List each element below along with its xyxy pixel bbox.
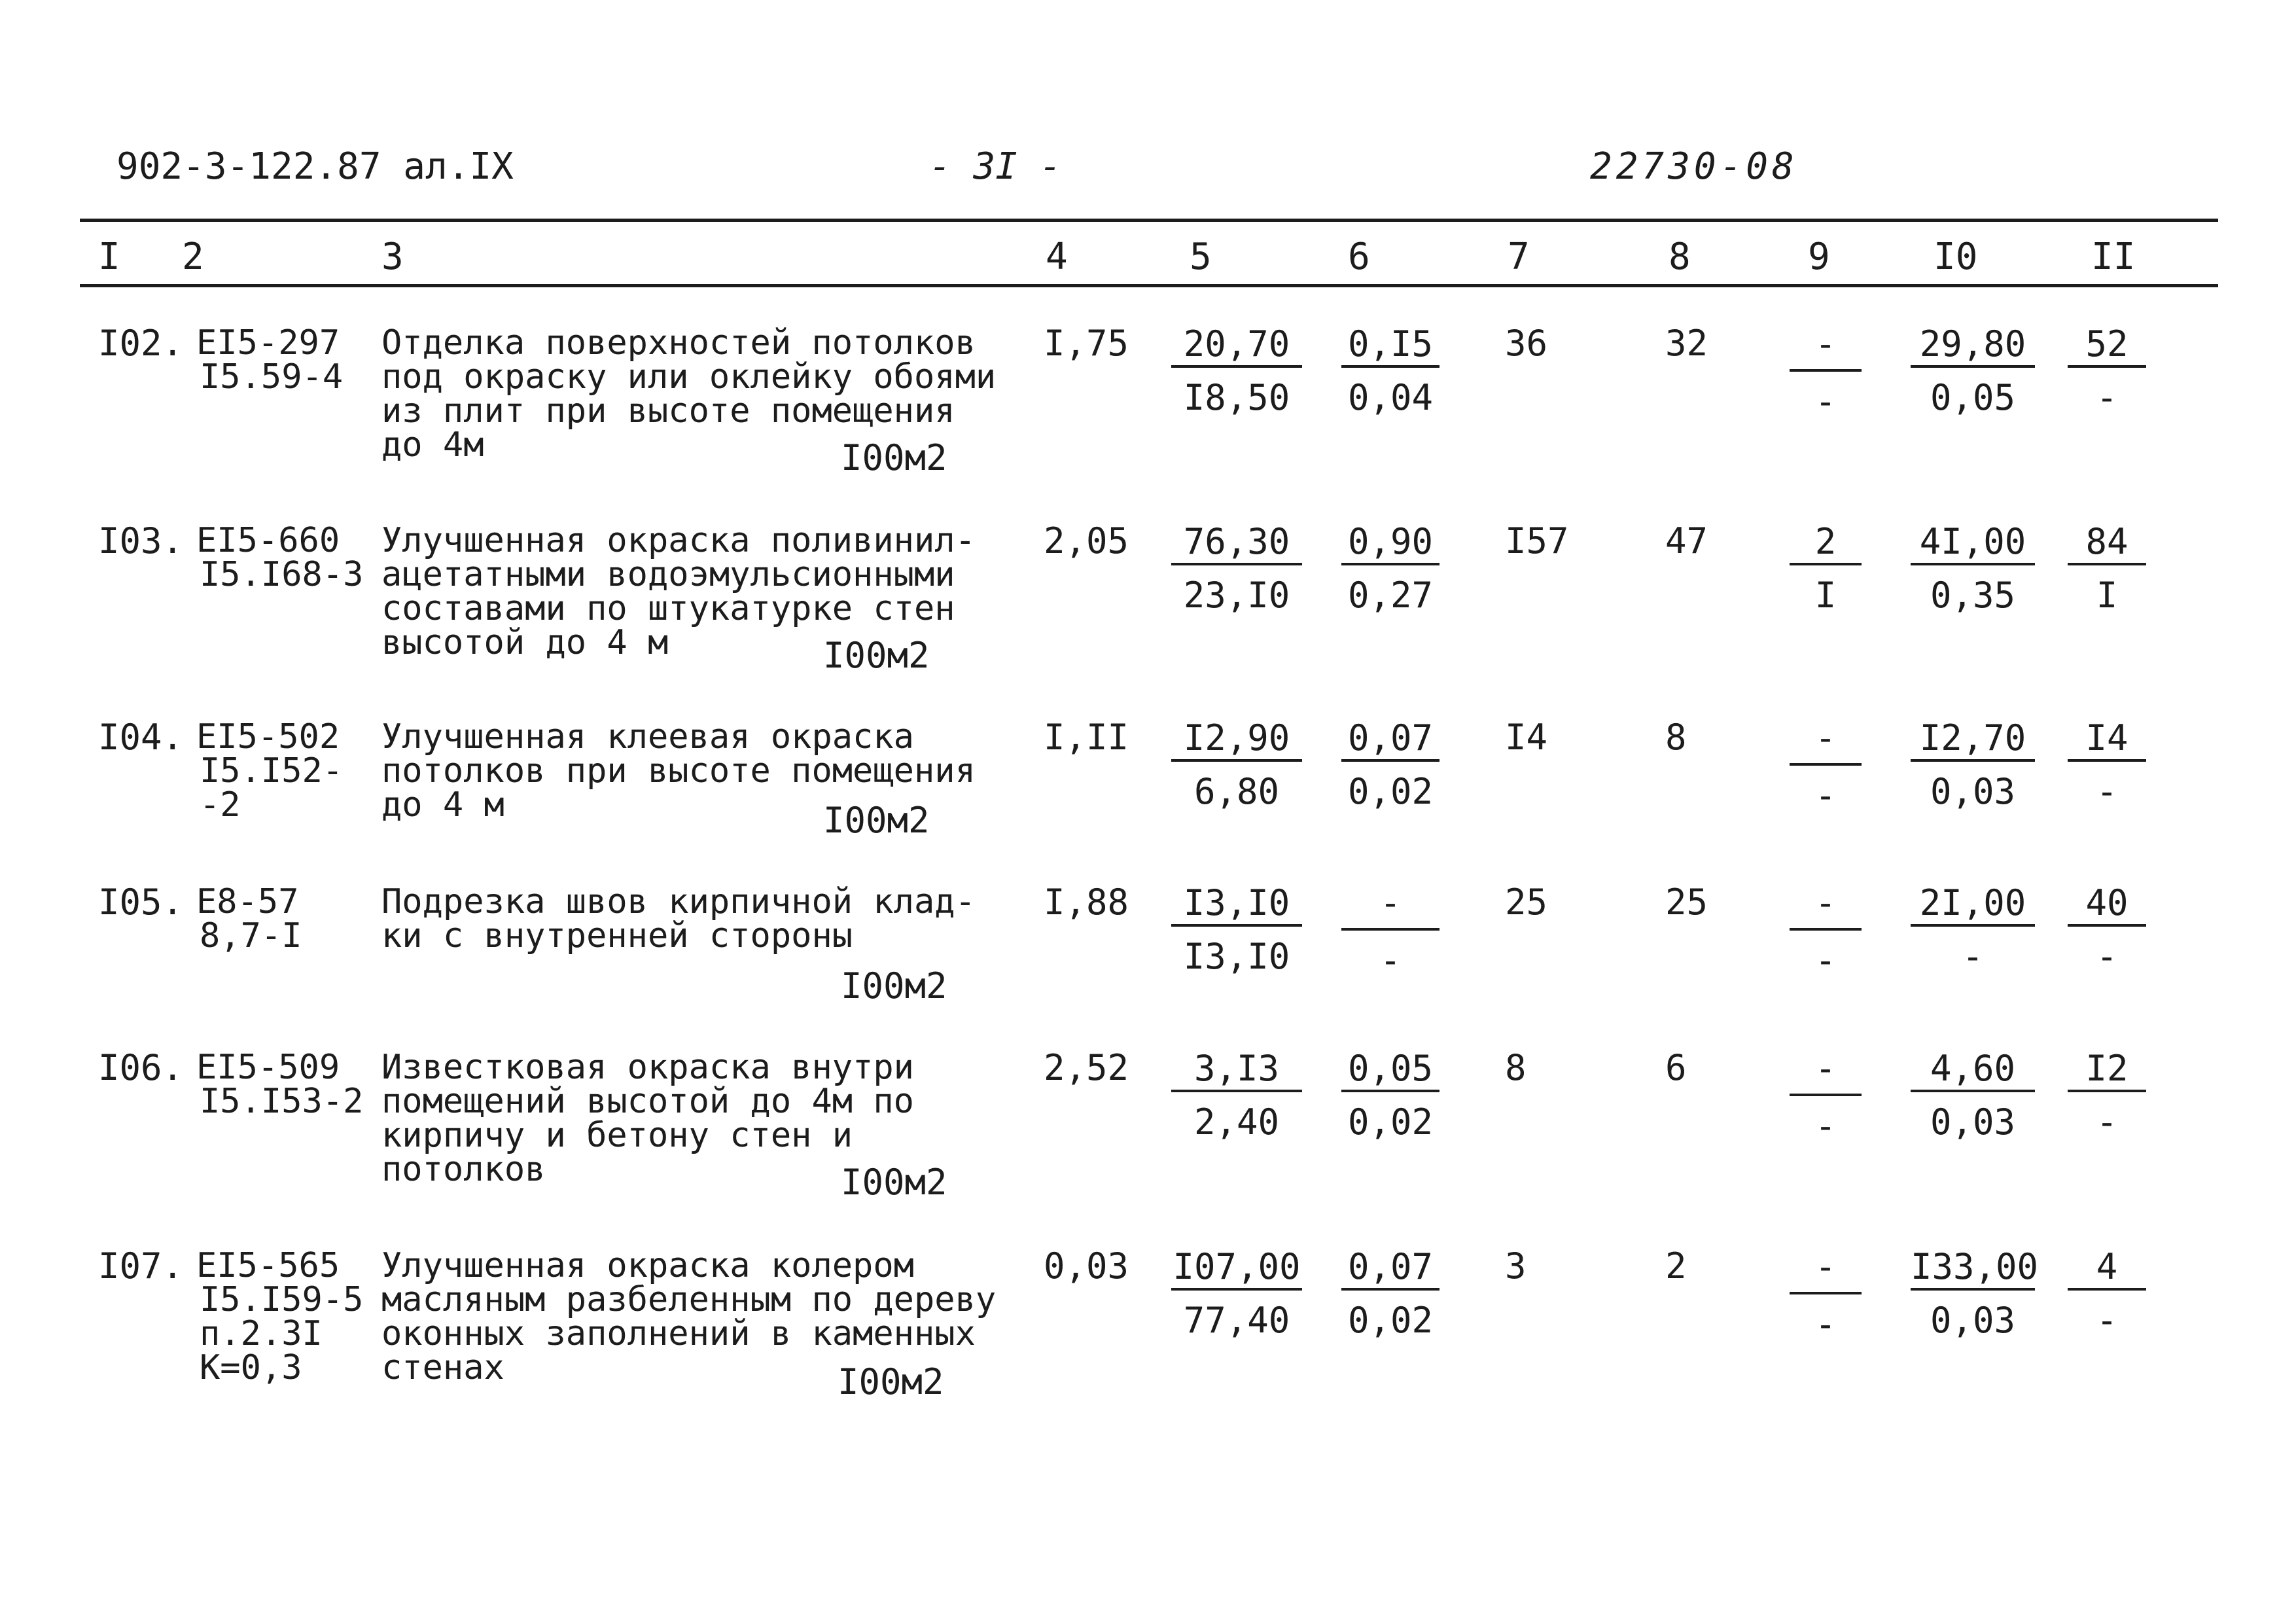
fraction-cell-c5 bbox=[1171, 1246, 1302, 1341]
work-description-line: кирпичу и бетону стен и bbox=[381, 1116, 853, 1155]
work-description-line: Известковая окраска внутри bbox=[381, 1048, 914, 1087]
work-description-line: стенах bbox=[381, 1348, 504, 1387]
norm-code: 8,7-I bbox=[200, 916, 302, 955]
fraction-cell-c5 bbox=[1171, 323, 1302, 418]
fraction-cell-c5 bbox=[1171, 521, 1302, 616]
fraction-cell-c11 bbox=[2068, 323, 2146, 418]
fraction-top: 0,07 bbox=[1341, 720, 1439, 762]
col7-value: I4 bbox=[1505, 717, 1548, 758]
fraction-top: 40 bbox=[2068, 885, 2146, 927]
fraction-bottom: 77,40 bbox=[1183, 1300, 1290, 1341]
fraction-top: 0,I5 bbox=[1341, 326, 1439, 368]
col7-value: 36 bbox=[1505, 323, 1548, 364]
column-header-10: I0 bbox=[1934, 236, 1978, 278]
work-description-line: оконных заполнений в каменных bbox=[381, 1314, 976, 1353]
fraction-top: - bbox=[1790, 1249, 1862, 1294]
page-number: - 3I - bbox=[929, 145, 1062, 188]
fraction-bottom: 0,03 bbox=[1930, 771, 2016, 812]
norm-code: I5.59-4 bbox=[200, 357, 344, 397]
fraction-cell-c5 bbox=[1171, 717, 1302, 812]
col8-value: 47 bbox=[1665, 520, 1708, 562]
fraction-bottom: - bbox=[2096, 1300, 2118, 1341]
work-description-line: из плит при высоте помещения bbox=[381, 391, 955, 431]
fraction-bottom: 0,35 bbox=[1930, 575, 2016, 616]
table-top-rule bbox=[80, 219, 2218, 222]
fraction-bottom: I bbox=[1814, 575, 1837, 616]
archive-number: 22730-08 bbox=[1590, 145, 1798, 188]
work-description-line: Улучшенная клеевая окраска bbox=[381, 717, 914, 757]
fraction-bottom: - bbox=[1814, 1304, 1837, 1345]
row-number: I05. bbox=[98, 882, 184, 923]
work-description-line: до 4м bbox=[381, 425, 484, 465]
fraction-cell-c9 bbox=[1790, 323, 1862, 422]
column-header-9: 9 bbox=[1808, 236, 1830, 278]
norm-code: К=0,3 bbox=[200, 1348, 302, 1387]
fraction-cell-c10 bbox=[1911, 717, 2035, 812]
fraction-cell-c10 bbox=[1911, 1246, 2039, 1341]
fraction-top: - bbox=[1341, 885, 1439, 931]
work-description-line: составами по штукатурке стен bbox=[381, 589, 955, 628]
work-description-line: потолков при высоте помещения bbox=[381, 751, 976, 791]
fraction-bottom: 6,80 bbox=[1193, 771, 1280, 812]
col7-value: 8 bbox=[1505, 1047, 1527, 1088]
fraction-cell-c9 bbox=[1790, 882, 1862, 981]
fraction-cell-c9 bbox=[1790, 1050, 1862, 1145]
fraction-cell-c5 bbox=[1171, 882, 1302, 977]
work-description-line: ацетатными водоэмульсионными bbox=[381, 555, 955, 594]
norm-code: EI5-297 bbox=[196, 323, 340, 363]
norm-code: EI5-565 bbox=[196, 1246, 340, 1285]
fraction-top: 84 bbox=[2068, 524, 2146, 565]
unit-of-measure: I00м2 bbox=[841, 437, 947, 478]
fraction-cell-c10 bbox=[1911, 882, 2035, 977]
work-description-line: потолков bbox=[381, 1150, 546, 1189]
column-header-5: 5 bbox=[1190, 236, 1212, 278]
fraction-cell-c11 bbox=[2068, 521, 2146, 616]
fraction-bottom: - bbox=[1962, 936, 1984, 977]
fraction-cell-c9 bbox=[1790, 1246, 1862, 1345]
fraction-cell-c9 bbox=[1790, 521, 1862, 616]
row-number: I04. bbox=[98, 717, 184, 758]
fraction-top: 0,90 bbox=[1341, 524, 1439, 565]
norm-code: -2 bbox=[200, 785, 241, 825]
fraction-top: I3,I0 bbox=[1171, 885, 1302, 927]
work-description-line: Подрезка швов кирпичной клад- bbox=[381, 882, 976, 921]
norm-code: I5.I59-5 bbox=[200, 1280, 364, 1319]
column-header-6: 6 bbox=[1348, 236, 1370, 278]
fraction-bottom: - bbox=[2096, 936, 2118, 977]
work-description-line: ки с внутренней стороны bbox=[381, 916, 853, 955]
col4-value: 0,03 bbox=[1044, 1245, 1129, 1287]
column-header-11: II bbox=[2091, 236, 2136, 278]
norm-code: EI5-502 bbox=[196, 717, 340, 757]
unit-of-measure: I00м2 bbox=[823, 635, 930, 676]
col4-value: I,II bbox=[1044, 717, 1129, 758]
work-description-line: масляным разбеленным по дереву bbox=[381, 1280, 997, 1319]
fraction-cell-c6 bbox=[1341, 882, 1439, 981]
norm-code: EI5-660 bbox=[196, 521, 340, 560]
fraction-cell-c5 bbox=[1171, 1050, 1302, 1141]
fraction-top: 0,05 bbox=[1341, 1050, 1439, 1092]
fraction-cell-c6 bbox=[1341, 323, 1439, 418]
fraction-bottom: - bbox=[2096, 377, 2118, 418]
norm-code: I5.I52- bbox=[200, 751, 344, 791]
norm-code: EI5-509 bbox=[196, 1048, 340, 1087]
fraction-top: 0,07 bbox=[1341, 1249, 1439, 1291]
col8-value: 32 bbox=[1665, 323, 1708, 364]
unit-of-measure: I00м2 bbox=[841, 965, 947, 1007]
col4-value: 2,05 bbox=[1044, 520, 1129, 562]
fraction-top: 4,60 bbox=[1911, 1050, 2035, 1092]
col7-value: 3 bbox=[1505, 1245, 1527, 1287]
row-number: I07. bbox=[98, 1245, 184, 1287]
work-description-line: Отделка поверхностей потолков bbox=[381, 323, 976, 363]
fraction-top: 29,80 bbox=[1911, 326, 2035, 368]
fraction-bottom: 0,05 bbox=[1930, 377, 2016, 418]
fraction-bottom: 2,40 bbox=[1193, 1101, 1280, 1143]
work-description-line: высотой до 4 м bbox=[381, 623, 669, 662]
fraction-top: 3,I3 bbox=[1171, 1050, 1302, 1092]
fraction-bottom: 0,02 bbox=[1347, 771, 1434, 812]
col4-value: 2,52 bbox=[1044, 1047, 1129, 1088]
fraction-cell-c11 bbox=[2068, 717, 2146, 812]
unit-of-measure: I00м2 bbox=[841, 1162, 947, 1203]
fraction-cell-c11 bbox=[2068, 1050, 2146, 1141]
fraction-top: 52 bbox=[2068, 326, 2146, 368]
fraction-bottom: 0,02 bbox=[1347, 1101, 1434, 1143]
fraction-top: I07,00 bbox=[1171, 1249, 1302, 1291]
column-header-1: I bbox=[98, 236, 120, 278]
fraction-cell-c6 bbox=[1341, 1246, 1439, 1341]
fraction-bottom: I8,50 bbox=[1183, 377, 1290, 418]
fraction-bottom: - bbox=[1814, 775, 1837, 816]
row-number: I03. bbox=[98, 520, 184, 562]
fraction-top: - bbox=[1790, 885, 1862, 931]
work-description-line: под окраску или оклейку обоями bbox=[381, 357, 997, 397]
work-description-line: до 4 м bbox=[381, 785, 504, 825]
fraction-bottom: - bbox=[1379, 940, 1402, 981]
column-header-7: 7 bbox=[1508, 236, 1530, 278]
norm-code: E8-57 bbox=[196, 882, 299, 921]
fraction-bottom: - bbox=[1814, 381, 1837, 422]
fraction-top: 2I,00 bbox=[1911, 885, 2035, 927]
fraction-top: 76,30 bbox=[1171, 524, 1302, 565]
fraction-cell-c9 bbox=[1790, 717, 1862, 816]
col4-value: I,75 bbox=[1044, 323, 1129, 364]
work-description-line: Улучшенная окраска колером bbox=[381, 1246, 914, 1285]
fraction-top: I2,90 bbox=[1171, 720, 1302, 762]
fraction-bottom: - bbox=[1814, 1105, 1837, 1147]
norm-code: I5.I68-3 bbox=[200, 555, 364, 594]
document-code: 902-3-122.87 ал.IX bbox=[116, 145, 514, 188]
table-header-rule bbox=[80, 284, 2218, 287]
fraction-bottom: 23,I0 bbox=[1183, 575, 1290, 616]
unit-of-measure: I00м2 bbox=[823, 800, 930, 841]
norm-code: I5.I53-2 bbox=[200, 1082, 364, 1121]
fraction-top: 4I,00 bbox=[1911, 524, 2035, 565]
unit-of-measure: I00м2 bbox=[838, 1361, 944, 1402]
fraction-top: 4 bbox=[2068, 1249, 2146, 1291]
fraction-cell-c6 bbox=[1341, 717, 1439, 812]
fraction-cell-c11 bbox=[2068, 1246, 2146, 1341]
fraction-cell-c10 bbox=[1911, 1050, 2035, 1141]
fraction-bottom: I bbox=[2096, 575, 2118, 616]
fraction-bottom: - bbox=[1814, 940, 1837, 981]
fraction-cell-c6 bbox=[1341, 1050, 1439, 1141]
norm-code: п.2.3I bbox=[200, 1314, 323, 1353]
col7-value: I57 bbox=[1505, 520, 1569, 562]
fraction-bottom: - bbox=[2096, 1101, 2118, 1143]
fraction-bottom: - bbox=[2096, 771, 2118, 812]
fraction-cell-c6 bbox=[1341, 521, 1439, 616]
fraction-cell-c11 bbox=[2068, 882, 2146, 977]
fraction-bottom: I3,I0 bbox=[1183, 936, 1290, 977]
fraction-bottom: 0,02 bbox=[1347, 1300, 1434, 1341]
fraction-top: I4 bbox=[2068, 720, 2146, 762]
column-header-3: 3 bbox=[381, 236, 404, 278]
fraction-top: - bbox=[1790, 1050, 1862, 1096]
fraction-bottom: 0,03 bbox=[1930, 1300, 2016, 1341]
fraction-cell-c10 bbox=[1911, 323, 2035, 418]
fraction-top: I2,70 bbox=[1911, 720, 2035, 762]
work-description-line: Улучшенная окраска поливинил- bbox=[381, 521, 976, 560]
row-number: I02. bbox=[98, 323, 184, 364]
fraction-cell-c10 bbox=[1911, 521, 2035, 616]
col8-value: 25 bbox=[1665, 882, 1708, 923]
column-header-4: 4 bbox=[1046, 236, 1068, 278]
col7-value: 25 bbox=[1505, 882, 1548, 923]
fraction-bottom: 0,27 bbox=[1347, 575, 1434, 616]
fraction-bottom: 0,03 bbox=[1930, 1101, 2016, 1143]
row-number: I06. bbox=[98, 1047, 184, 1088]
work-description-line: помещений высотой до 4м по bbox=[381, 1082, 914, 1121]
col4-value: I,88 bbox=[1044, 882, 1129, 923]
fraction-top: I33,00 bbox=[1911, 1249, 2035, 1291]
column-header-2: 2 bbox=[182, 236, 204, 278]
fraction-top: 2 bbox=[1790, 524, 1862, 565]
fraction-top: - bbox=[1790, 326, 1862, 372]
col8-value: 8 bbox=[1665, 717, 1687, 758]
fraction-top: 20,70 bbox=[1171, 326, 1302, 368]
col8-value: 2 bbox=[1665, 1245, 1687, 1287]
column-header-8: 8 bbox=[1669, 236, 1691, 278]
fraction-top: I2 bbox=[2068, 1050, 2146, 1092]
fraction-bottom: 0,04 bbox=[1347, 377, 1434, 418]
fraction-top: - bbox=[1790, 720, 1862, 766]
col8-value: 6 bbox=[1665, 1047, 1687, 1088]
